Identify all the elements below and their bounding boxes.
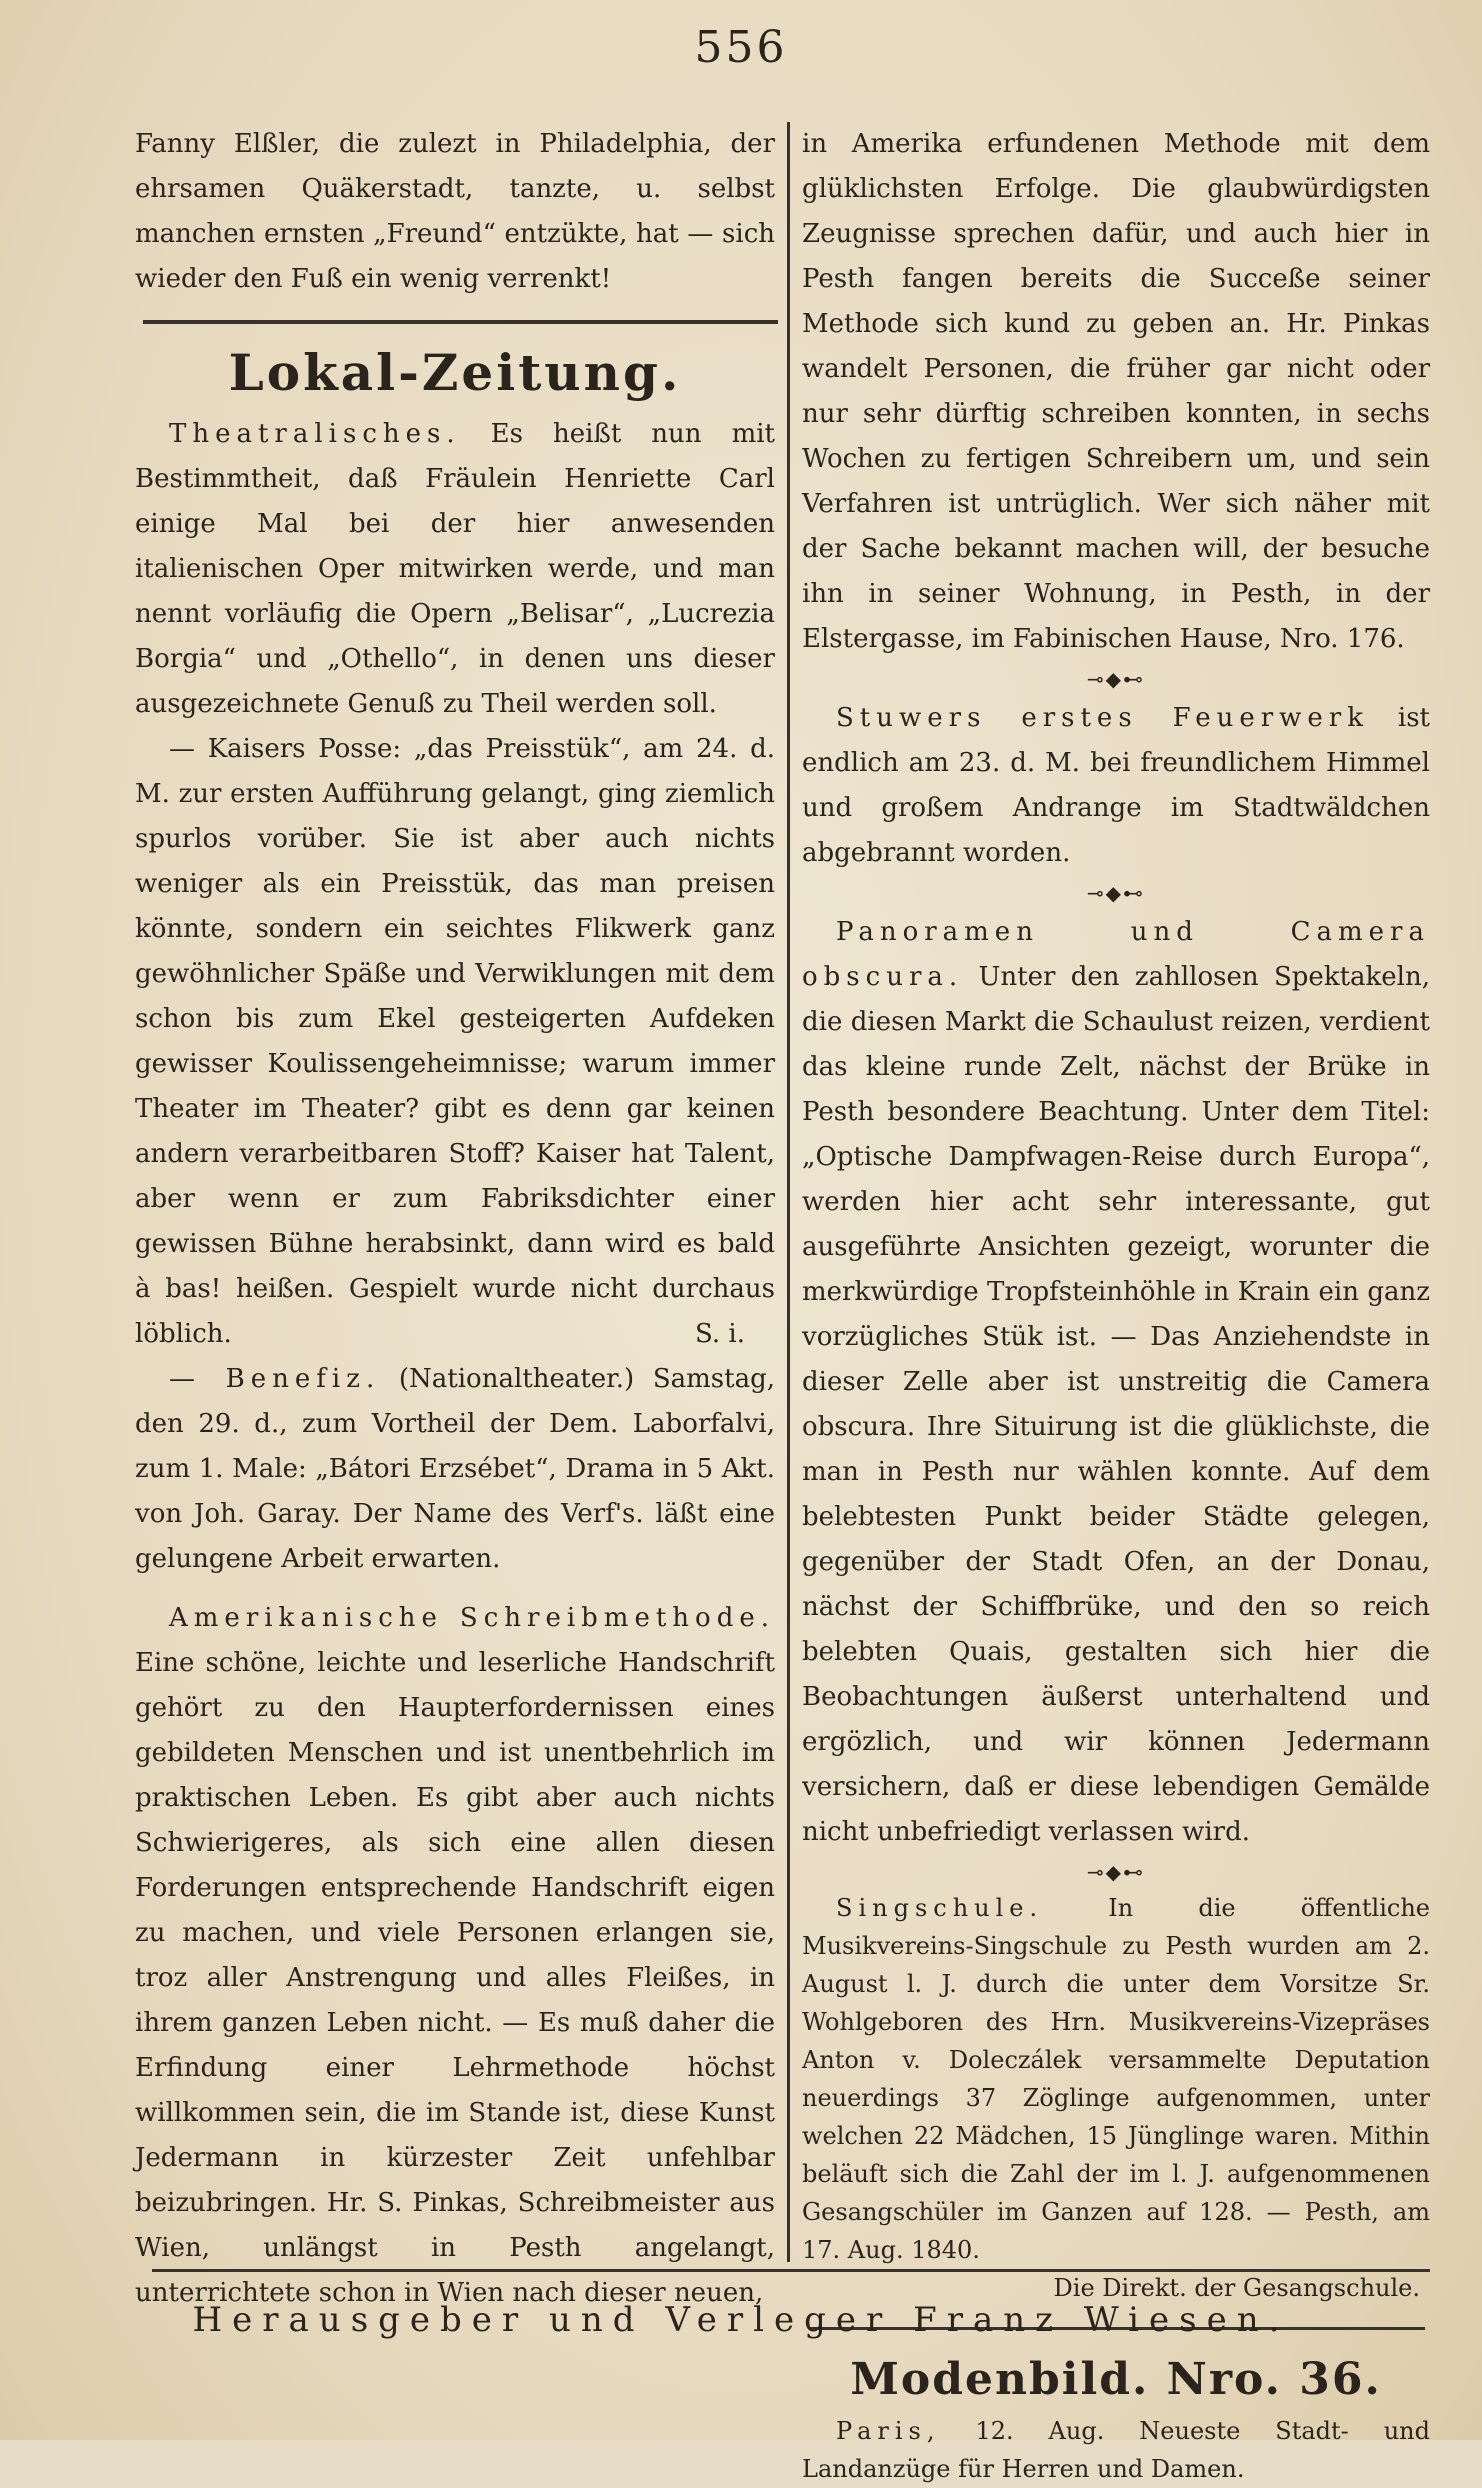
footer-rule [152, 2269, 1430, 2272]
article-body: Es heißt nun mit Bestimmtheit, daß Fräulein Henriette Carl einige Mal bei der hier anwesenden italienischen Oper mitwirken werde, und man nennt vorläufig die Opern „Belisar“, „Lucrezia Borgia“ und „Othello“, in denen uns dieser ausgezeichnete Genuß zu Theil werden soll. [135, 419, 775, 719]
article-singschule [802, 1889, 1430, 2269]
article-lead: Theatralisches. [169, 419, 461, 449]
article-theatralisches [135, 412, 775, 727]
article-amerikanische-schreibmethode [135, 1596, 775, 2316]
article-body: Eine schöne, leichte und leserliche Handschrift gehört zu den Haupterfordernissen eines gebildeten Menschen und ist unentbehrlich im praktischen Leben. Es gibt aber auch nichts Schwierigeres, als sich eine allen diesen Forderungen entsprechende Handschrift eigen zu machen, und viele Personen erlangen sie, troz aller Anstrengung und alles Fleißes, in ihrem ganzen Leben nicht. — Es muß daher die Erfindung einer Lehrmethode höchst willkommen sein, die im Stande ist, diese Kunst Jedermann in kürzester Zeit unfehlbar beizubringen. Hr. S. Pinkas, Schreibmeister aus Wien, unlängst in Pesth angelangt, unterrichtete schon in Wien nach dieser neuen, [135, 1648, 775, 2308]
section-rule [143, 320, 778, 324]
article-lead: Stuwers erstes Feuerwerk [836, 703, 1369, 733]
article-lead: Panoramen und Camera obscura. [802, 917, 1430, 992]
ornament-separator: ⊸◆⊷ [1086, 1860, 1146, 1884]
article-benefiz [135, 1357, 775, 1582]
article-lead: Singschule. [836, 1894, 1044, 1922]
right-column [802, 122, 1430, 2488]
left-column [135, 122, 775, 2316]
section-title-modenbild: Modenbild. Nro. 36. [850, 2354, 1382, 2405]
article-lead: Amerikanische Schreibmethode. [169, 1603, 775, 1633]
column-divider [787, 122, 790, 2262]
article-body: 12. Aug. Neueste Stadt- und Landanzüge für Herren und Damen. [802, 2417, 1430, 2483]
ornament-separator: ⊸◆⊷ [1086, 881, 1146, 905]
article-stuwer-feuerwerk [802, 696, 1430, 876]
article-lead: Paris, [836, 2417, 941, 2445]
article-panoramen [802, 910, 1430, 1855]
article-signature: Die Direkt. der Gesangschule. [1053, 2274, 1420, 2302]
section-title-lokal-zeitung: Lokal-Zeitung. [228, 343, 682, 402]
article-signature: S. i. [695, 1319, 745, 1349]
article-body: — Kaisers Posse: „das Preisstük“, am 24. d. M. zur ersten Aufführung gelangt, ging ziemlich spurlos vorüber. Sie ist aber auch nichts weniger als ein Preisstük, das man preisen könnte, sondern ein seichtes Flikwerk ganz gewöhnlicher Späße und Verwiklungen mit dem schon bis zum Ekel gesteigerten Aufdeken gewisser Koulissengeheimnisse; warum immer Theater im Theater? gibt es denn gar keinen andern verarbeitbaren Stoff? Kaiser hat Talent, aber wenn er zum Fabriksdichter einer gewissen Bühne herabsinkt, dann wird es bald à bas! heißen. Gespielt wurde nicht durchaus löblich. [135, 734, 775, 1349]
article-modenbild [802, 2412, 1430, 2488]
article-body: Unter den zahllosen Spektakeln, die diesen Markt die Schaulust reizen, verdient das kleine runde Zelt, nächst der Brüke in Pesth besondere Beachtung. Unter dem Titel: „Optische Dampfwagen-Reise durch Europa“, werden hier acht sehr interessante, gut ausgeführte Ansichten gezeigt, worunter die merkwürdige Tropfsteinhöhle in Krain ein ganz vorzügliches Stük ist. — Das Anziehendste in dieser Zelle aber ist unstreitig die Camera obscura. Ihre Situirung ist die glüklichste, die man in Pesth nur wählen konnte. Auf dem belebtesten Punkt beider Städte gelegen, gegenüber der Stadt Ofen, an der Donau, nächst der Schiffbrüke, und den so reich belebten Quais, gestalten sich hier die Beobachtungen äußerst unterhaltend und ergözlich, und wir können Jedermann versichern, daß er diese lebendigen Gemälde nicht unbefriedigt verlassen wird. [802, 962, 1430, 1847]
article-lead: — Benefiz. [169, 1364, 381, 1394]
article-body: (Nationaltheater.) Samstag, den 29. d., zum Vortheil der Dem. Laborfalvi, zum 1. Male: „Bátori Erzsébet“, Drama in 5 Akt. von Joh. Garay. Der Name des Verf's. läßt eine gelungene Arbeit erwarten. [135, 1364, 776, 1574]
publisher-footer: Herausgeber und Verleger Franz Wiesen. [192, 2300, 1290, 2340]
article-kaiser-posse [135, 727, 775, 1357]
article-body: In die öffentliche Musikvereins-Singschule zu Pesth wurden am 2. August l. J. durch die unter dem Vorsitze Sr. Wohlgeboren des Hrn. Musikvereins-Vizepräses Anton v. Doleczálek versammelte Deputation neuerdings 37 Zöglinge aufgenommen, unter welchen 22 Mädchen, 15 Jünglinge waren. Mithin beläuft sich die Zahl der im l. J. aufgenommenen Gesangschüler im Ganzen auf 128. — Pesth, am 17. Aug. 1840. [802, 1894, 1430, 2264]
article-body: ist endlich am 23. d. M. bei freundlichem Himmel und großem Andrange im Stadtwäldchen abgebrannt worden. [802, 703, 1430, 868]
article-amerikanische-continued: in Amerika erfundenen Methode mit dem glüklichsten Erfolge. Die glaubwürdigsten Zeugnisse sprechen dafür, und auch hier in Pesth fangen bereits die Succeße seiner Methode sich kund zu geben an. Hr. Pinkas wandelt Personen, die früher gar nicht oder nur sehr dürftig schreiben konnten, in sechs Wochen zu fertigen Schreibern um, und sein Verfahren ist untrüglich. Wer sich näher mit der Sache bekannt machen will, der besuche ihn in seiner Wohnung, in Pesth, in der Elstergasse, im Fabinischen Hause, Nro. 176. [802, 129, 1430, 654]
intro-paragraph: Fanny Elßler, die zulezt in Philadelphia, der ehrsamen Quäkerstadt, tanzte, u. selbst manchen ernsten „Freund“ entzükte, hat — sich wieder den Fuß ein wenig verrenkt! [135, 129, 775, 294]
ornament-separator: ⊸◆⊷ [1086, 667, 1146, 691]
page-number: 556 [694, 22, 788, 73]
